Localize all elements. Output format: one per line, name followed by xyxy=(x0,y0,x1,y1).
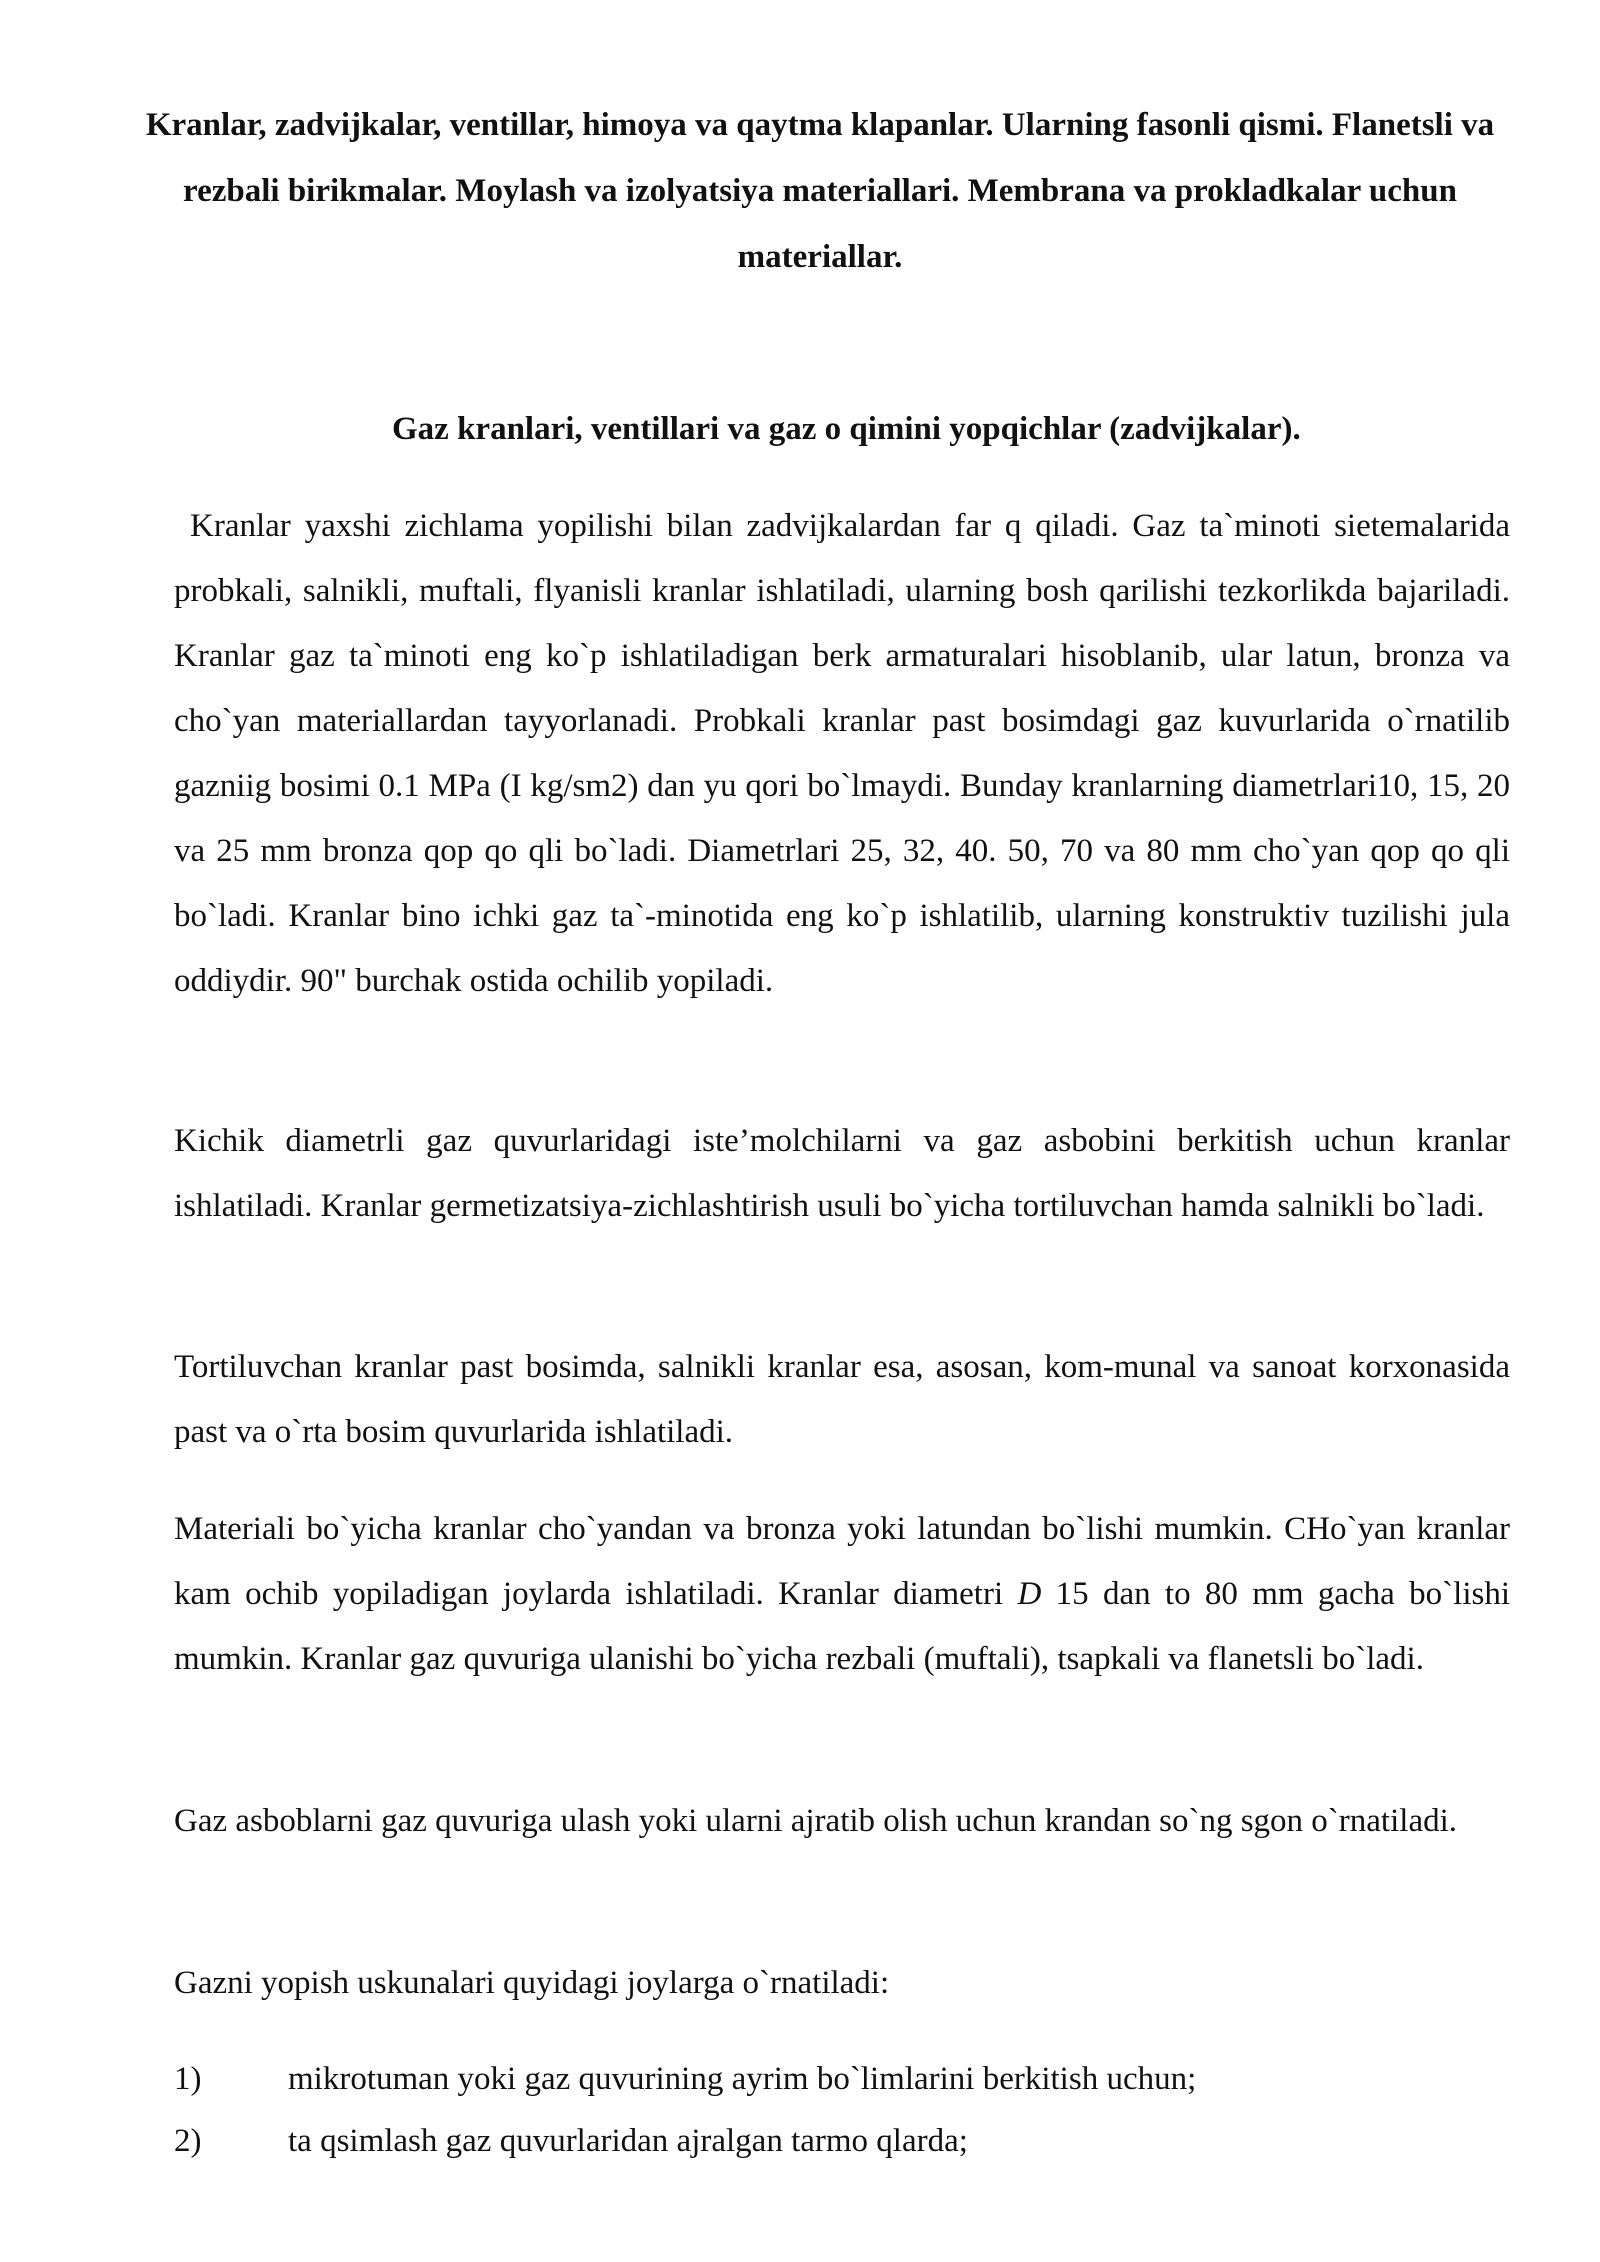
paragraph-text: Kranlar yaxshi zichlama yopilishi bilan zadvijkalardan far q qiladi. Gaz ta`minoti sietemalarida probkali, salnikli, muftali, flyanisli kranlar ishlatiladi, ularning bosh qarilishi tezkorlikda bajariladi. Kranlar gaz ta`minoti eng ko`p ishlatiladigan berk armaturalari hisoblanib, ular latun, bronza va cho`yan materiallardan tayyorlanadi. Probkali kranlar past bosimdagi gaz kuvurlarida o`rnatilib gazniig bosimi 0.1 MPa (I kg/sm2) dan yu qori bo`lmaydi. Bunday kranlarning diametrlari10, 15, 20 va 25 mm bronza qop qo qli bo`ladi. Diametrlari 25, 32, 40. 50, 70 va 80 mm cho`yan qop qo qli bo`ladi. Kranlar bino ichki gaz ta`-minotida eng ko`p ishlatilib, ularning konstruktiv tuzilishi jula oddiydir. 90" burchak ostida ochilib yopiladi. xyxy=(174,508,1510,999)
document-title: Kranlar, zadvijkalar, ventillar, himoya va qaytma klapanlar. Ularning fasonli qismi. Flanetsli va rezbali birikmalar. Moylash va izolyatsiya materiallari. Membrana va prokladkalar uchun materiallar. xyxy=(145,107,1495,275)
paragraph-text-end: 15 dan to 80 mm gacha bo`lishi mumkin. Kranlar gaz quvuriga ulanishi bo`yicha rezbali (muftali), tsapkali va flanetsli bo`ladi. xyxy=(174,1576,1510,1677)
paragraph-materials xyxy=(174,1497,1510,1692)
list-item-number: 1) xyxy=(174,2061,202,2097)
section-heading: Gaz kranlari, ventillari va gaz o qimini yopqichlar (zadvijkalar). xyxy=(392,411,1301,447)
paragraph-tortiluvchan: Tortiluvchan kranlar past bosimda, salnikli kranlar esa, asosan, kom-munal va sanoat korxonasida past va o`rta bosim quvurlarida ishlatiladi. xyxy=(174,1349,1510,1450)
list-item-text: mikrotuman yoki gaz quvurining ayrim bo`limlarini berkitish uchun; xyxy=(288,2061,1197,2097)
list-item-text: ta qsimlash gaz quvurlaridan ajralgan tarmo qlarda; xyxy=(288,2123,968,2159)
diameter-symbol: D xyxy=(1017,1576,1042,1612)
list-item xyxy=(174,2110,1510,2172)
list-item xyxy=(174,2048,1510,2110)
list-item-number: 2) xyxy=(174,2123,202,2159)
paragraph-small-diameter: Kichik diametrli gaz quvurlaridagi iste’molchilarni va gaz asbobini berkitish uchun kranlar ishlatiladi. Kranlar germetizatsiya-zichlashtirish usuli bo`yicha tortiluvchan hamda salnikli bo`ladi. xyxy=(174,1123,1510,1224)
paragraph-kranlar-intro xyxy=(174,494,1510,1014)
paragraph-sgon: Gaz asboblarni gaz quvuriga ulash yoki ularni ajratib olish uchun krandan so`ng sgon o`rnatiladi. xyxy=(174,1803,1458,1839)
paragraph-text-start: Materiali bo`yicha kranlar cho`yandan va bronza yoki latundan bo`lishi mumkin. CHo`yan kranlar kam ochib yopiladigan joylarda ishlatiladi. Kranlar diametri xyxy=(174,1511,1510,1612)
installation-list xyxy=(174,2048,1510,2172)
paragraph-list-intro: Gazni yopish uskunalari quyidagi joylarga o`rnatiladi: xyxy=(174,1965,890,2001)
